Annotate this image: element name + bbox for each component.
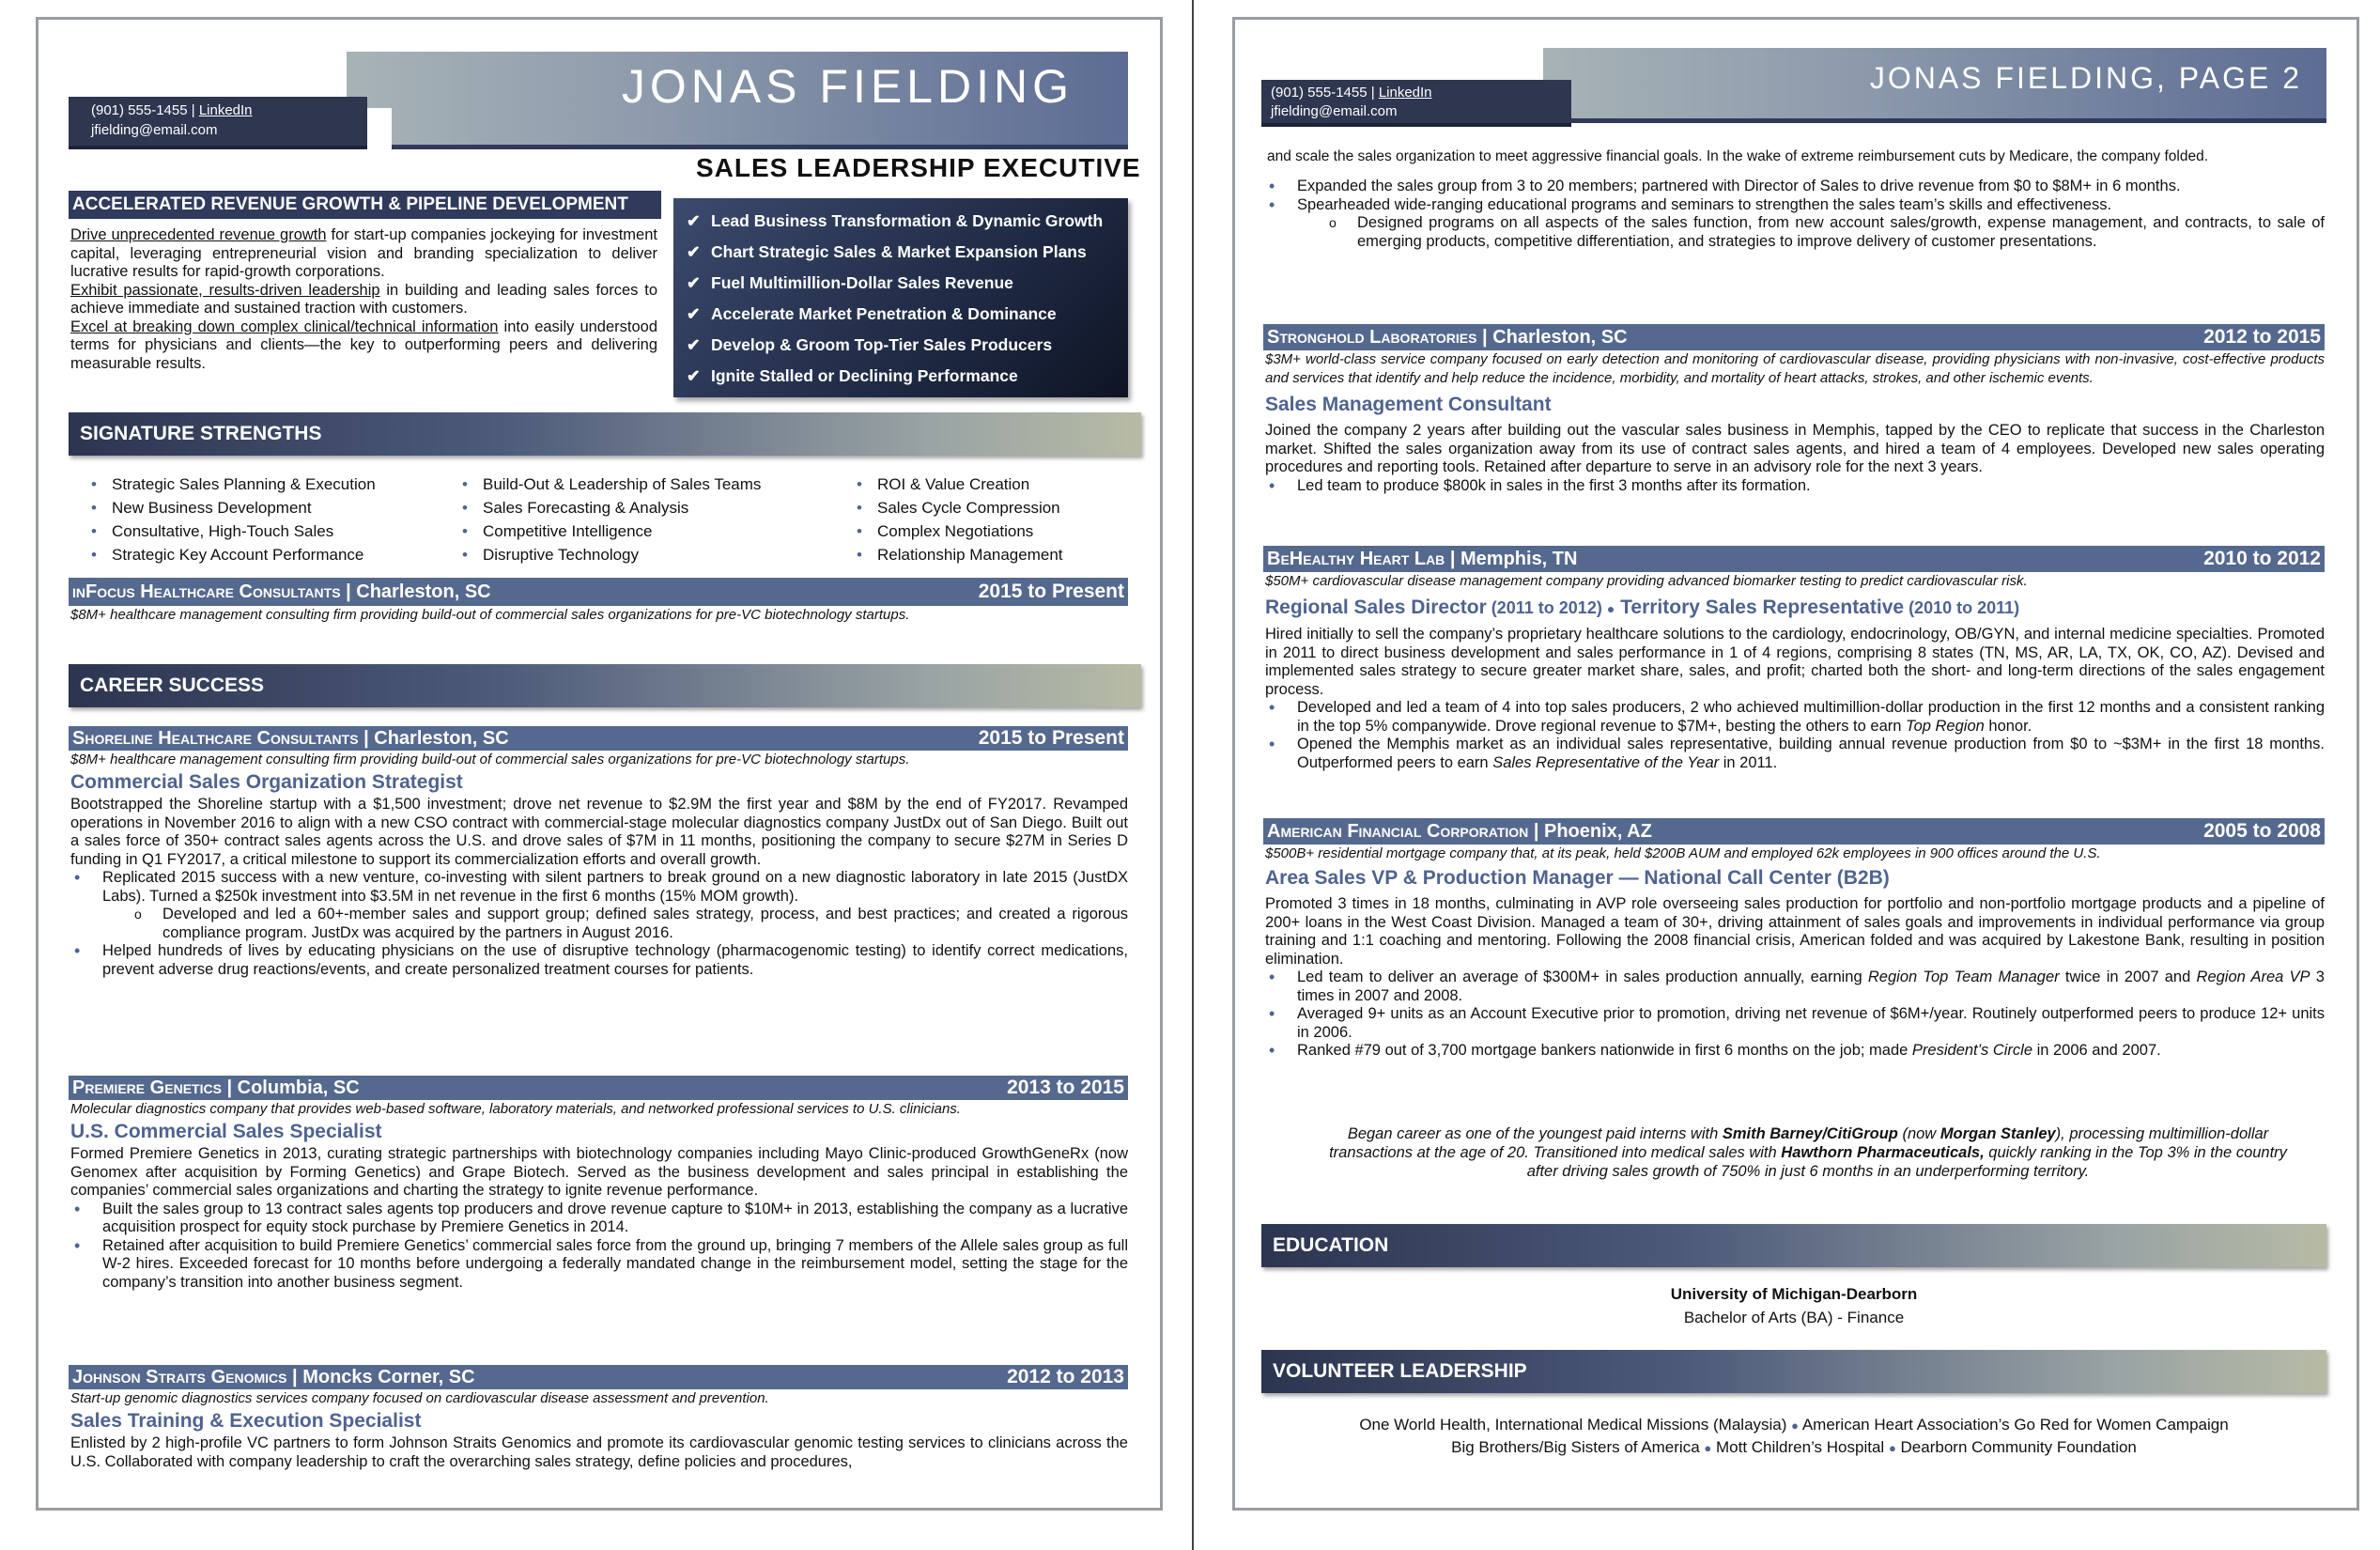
intro-rest: into easily understood terms for physicians and clients—the key to outperforming peers and delivering measurable results. <box>70 318 658 372</box>
strength-item: • New Business Development <box>69 496 440 519</box>
volunteer-item: Big Brothers/Big Sisters of America <box>1451 1438 1700 1456</box>
linkedin-link[interactable]: LinkedIn <box>1378 85 1432 101</box>
achievement-item: • Built the sales group to 13 contract sales agents top producers and drove revenue capture to $10M+ in 2013, establishing the company as a lucrative acquisition prospect for equity stock purchase by Premiere Genetics in 2014. <box>69 1201 1128 1237</box>
highlight-text: Accelerate Market Penetration & Dominance <box>711 304 1057 323</box>
company-name: American Financial Corporation <box>1267 821 1529 842</box>
highlights-box <box>673 198 1128 397</box>
achievement-text: Developed and led a team of 4 into top sales producers, 2 who achieved multimillion-dollar production in the first 12 months and a consistent ranking in the top 5% companywide. Drove regional revenue to $7M+, besting the others to earn <box>1297 699 2325 735</box>
achievement-text: in 2011. <box>1719 753 1778 771</box>
contact-separator: | <box>1367 85 1379 101</box>
volunteer-line <box>1261 1414 2326 1436</box>
contact-block <box>69 97 367 149</box>
achievement-text: in 2006 and 2007. <box>2032 1042 2161 1059</box>
job-johnson <box>69 1365 1128 1471</box>
early-text: ), processing multimillion-dollar transactions at the age of 20. Transitioned into medical sales with <box>1329 1125 2269 1161</box>
phone: (901) 555-1455 <box>91 102 188 118</box>
achievement-text: Opened the Memphis market as an individual sales representative, building annual revenue production from $0 to ~$3M+ in the first 18 months. Outperformed peers to earn <box>1297 736 2325 771</box>
volunteer-item: American Heart Association’s Go Red for Women Campaign <box>1801 1416 2229 1434</box>
company-bar <box>1263 818 2325 845</box>
achievement-item: • Expanded the sales group from 3 to 20 members; partnered with Director of Sales to drive revenue from $0 to $8M+ in 6 months. <box>1263 178 2325 196</box>
achievement-list <box>1263 969 2325 1061</box>
company-bar <box>1263 546 2325 572</box>
company-description: $500B+ residential mortgage company that, at its peak, held $200B AUM and employed 62k employees in 900 offices around the U.S. <box>1265 845 2101 861</box>
intro-para <box>70 282 657 318</box>
sub-achievement-list <box>1263 214 2325 251</box>
highlight-text: Develop & Groom Top-Tier Sales Producers <box>711 335 1053 354</box>
job-behealthy <box>1263 546 2325 772</box>
highlight-item <box>673 299 1128 330</box>
achievement-text: Led team to deliver an average of $300M+ in sales production annually, earning <box>1297 969 1868 985</box>
job-dates: 2013 to 2015 <box>1007 1077 1124 1098</box>
role-title: U.S. Commercial Sales Specialist <box>70 1121 382 1142</box>
strengths-header: SIGNATURE STRENGTHS <box>69 412 1141 456</box>
role-separator: ● <box>1606 601 1615 616</box>
company-name: Shoreline Healthcare Consultants <box>72 728 359 749</box>
role-title: Sales Management Consultant <box>1265 394 1552 415</box>
contact-separator: | <box>187 102 199 118</box>
company-description: $8M+ healthcare management consulting firm providing build-out of commercial sales organizations for pre-VC biotechnology startups. <box>70 607 910 623</box>
intro-rest: in building and leading sales forces to achieve immediate and sustained traction with customers. <box>70 281 657 317</box>
company-location: | Memphis, TN <box>1445 549 1578 569</box>
achievement-list <box>69 869 1128 906</box>
linkedin-link[interactable]: LinkedIn <box>198 102 253 118</box>
strength-item: • Strategic Key Account Performance <box>69 543 440 566</box>
highlight-item <box>673 361 1128 392</box>
early-career-note <box>1291 1124 2325 1181</box>
job-shoreline <box>69 726 1128 979</box>
job-premiere <box>69 1076 1128 1292</box>
school-name: University of Michigan-Dearborn <box>1670 1285 1918 1303</box>
company-location: | Charleston, SC <box>340 581 491 602</box>
achievement-item: • Retained after acquisition to build Premiere Genetics’ commercial sales force from the ground up, bringing 7 members of the Allele sales group as full W-2 hires. Exceeded forecast for 10 months before undergoing a federally mandated change in the reimbursement model, setting the stage for the company’s transition into another business segment. <box>69 1237 1128 1293</box>
resume-page-1 <box>36 17 1163 1511</box>
strength-item: • Consultative, High-Touch Sales <box>69 519 440 543</box>
intro-lead: Drive unprecedented revenue growth <box>70 226 327 243</box>
bullet-separator: ● <box>1791 1418 1800 1433</box>
intro-lead: Exhibit passionate, results-driven leadership <box>70 281 380 299</box>
achievement-item: • Spearheaded wide-ranging educational programs and seminars to strengthen the sales team’s skills and effectiveness. <box>1263 196 2325 215</box>
achievement-item: • Led team to produce $800k in sales in the first 3 months after its formation. <box>1263 477 2325 496</box>
achievement-list <box>1263 699 2325 772</box>
volunteer-item: One World Health, International Medical Missions (Malaysia) <box>1359 1416 1787 1434</box>
strength-item: • Build-Out & Leadership of Sales Teams <box>440 473 834 496</box>
company-location: | Charleston, SC <box>358 728 509 749</box>
role-title-b: Territory Sales Representative <box>1615 597 1905 618</box>
company-location: | Moncks Corner, SC <box>286 1367 475 1387</box>
intro-text <box>70 226 657 373</box>
role-summary: Enlisted by 2 high-profile VC partners to form Johnson Straits Genomics and promote its cardiovascular genomic testing services to clinicians across the U.S. Collaborated with company leadership to craft the overarching sales strategy, define policies and procedures, <box>70 1434 1128 1470</box>
strengths-grid <box>69 473 1128 566</box>
company-description: Start-up genomic diagnostics services company focused on cardiovascular disease assessment and prevention. <box>70 1390 769 1406</box>
achievement-list <box>1263 477 2325 496</box>
sub-achievement-list <box>69 906 1128 942</box>
continued-section <box>1263 147 2325 251</box>
role-summary: Formed Premiere Genetics in 2013, curating strategic partnerships with biotechnology companies including Mayo Clinic-produced GrowthGeneRx (now Genomex after acquisition by Forming Genetics) and Grape Biotech. Served as the business development and sales principal in establishing the companies’ commercial sales organizations and charting the strategy to ignite revenue performance. <box>70 1145 1128 1199</box>
strength-item: • Sales Forecasting & Analysis <box>440 496 834 519</box>
bullet-separator: ● <box>1888 1441 1896 1455</box>
job-dates: 2015 to Present <box>978 581 1124 602</box>
highlight-text: Lead Business Transformation & Dynamic Growth <box>711 211 1104 230</box>
highlight-text: Fuel Multimillion-Dollar Sales Revenue <box>711 273 1013 292</box>
highlight-item <box>673 206 1128 237</box>
check-icon: ✔ <box>687 335 701 354</box>
resume-page-2 <box>1232 17 2359 1511</box>
company-description: Molecular diagnostics company that provides web-based software, laboratory materials, and networked professional services to U.S. clinicians. <box>70 1101 961 1117</box>
achievement-item: • Helped hundreds of lives by educating physicians on the use of disruptive technology (pharmacogenomic testing) to identify correct medications, prevent adverse drug reactions/events, and create personalized treatment courses for patients. <box>69 942 1128 979</box>
candidate-name-page2: JONAS FIELDING, PAGE 2 <box>1869 61 2302 95</box>
early-text: quickly ranking in the Top 3% in the country after driving sales growth of 750% in just 6 months in an underperforming territory. <box>1526 1144 2287 1180</box>
award-name: Sales Representative of the Year <box>1492 753 1720 771</box>
company-bar <box>1263 324 2325 350</box>
intro-para <box>70 226 657 282</box>
job-dates: 2010 to 2012 <box>2203 548 2321 569</box>
company-bar <box>69 1076 1128 1100</box>
role-summary: Bootstrapped the Shoreline startup with a $1,500 investment; drove net revenue to $2.9M the first year and $8M by the end of FY2017. Revamped operations in November 2016 to align with a new CSO contract with commercial-stage molecular diagnostics company JustDx out of San Diego. Built out a sales force of 350+ contract sales agents across the U.S. and drove sales of $7M in 11 months, positioning the company to secure $27M in Series D funding in Q1 FY2017, a critical milestone to support its commercialization efforts and overall growth. <box>70 796 1128 868</box>
company-location: | Columbia, SC <box>221 1077 360 1098</box>
sub-achievement-item: o Designed programs on all aspects of the sales function, from new account sales/growth, expense management, and contracts, to sale of emerging products, competitive differentiation, and strategies to improve delivery of customer presentations. <box>1263 214 2325 251</box>
strength-item: • Relationship Management <box>834 543 1128 566</box>
strength-item: • Complex Negotiations <box>834 519 1128 543</box>
check-icon: ✔ <box>687 211 701 230</box>
highlight-item <box>673 237 1128 268</box>
achievement-item <box>1263 699 2325 736</box>
education-header: EDUCATION <box>1261 1224 2326 1267</box>
role-title: Commercial Sales Organization Strategist <box>70 771 463 793</box>
company-location: | Phoenix, AZ <box>1528 821 1652 842</box>
company-description: $50M+ cardiovascular disease management company providing advanced biomarker testing to predict cardiovascular risk. <box>1265 573 2028 589</box>
award-name: Region Area VP <box>2196 969 2310 985</box>
check-icon: ✔ <box>687 304 701 323</box>
achievement-text: honor. <box>1984 717 2032 735</box>
company-bar <box>69 578 1128 606</box>
role-summary: Promoted 3 times in 18 months, culminating in AVP role overseeing sales production for portfolio and non-portfolio mortgage products and a pipeline of 200+ loans in the West Coast Division. Managed a team of 30+, driving attainment of sales goals and improvements in individual performance via group training and 1:1 coaching and mentoring. Following the 2008 financial crisis, American folded and was acquired by Lakestone Bank, resulting in position elimination. <box>1265 895 2325 968</box>
company-name: Premiere Genetics <box>72 1077 222 1098</box>
role-title <box>1263 595 2325 622</box>
role-summary: Hired initially to sell the company’s proprietary healthcare solutions to the cardiology, endocrinology, OB/GYN, and internal medicine specialties. Promoted in 2011 to direct business development and sales performance in 1 of 4 regions, comprising 8 states (TN, MS, AR, LA, TX, OK, CO, AZ). Devised and implemented sales strategy to secure greater market share, sales, and profit; charted both the short- and long-term directions of the sales engagement process. <box>1265 626 2325 698</box>
achievement-item <box>1263 1042 2325 1061</box>
early-employer: Morgan Stanley <box>1940 1125 2056 1142</box>
award-name: President’s Circle <box>1911 1042 2032 1059</box>
company-bar <box>69 726 1128 751</box>
volunteer-block <box>1261 1414 2326 1459</box>
achievement-item: • Averaged 9+ units as an Account Executive prior to promotion, driving net revenue of $6M+/year. Routinely outperformed peers to produce 12+ units in 2006. <box>1263 1005 2325 1042</box>
company-bar <box>69 1365 1128 1389</box>
volunteer-item: Mott Children’s Hospital <box>1715 1438 1885 1456</box>
candidate-name: JONAS FIELDING <box>621 60 1074 113</box>
company-location: | Charleston, SC <box>1476 327 1628 348</box>
early-text: (now <box>1897 1125 1940 1142</box>
strength-item: • Strategic Sales Planning & Execution <box>69 473 440 496</box>
degree: Bachelor of Arts (BA) - Finance <box>1683 1309 1905 1326</box>
intro-lead: Excel at breaking down complex clinical/technical information <box>70 318 499 335</box>
check-icon: ✔ <box>687 273 701 292</box>
sub-achievement-item: o Developed and led a 60+-member sales and support group; defined sales strategy, process, and best practices; and created a rigorous compliance program. JustDx was acquired by the partners in August 2016. <box>69 906 1128 942</box>
highlight-text: Ignite Stalled or Declining Performance <box>711 366 1018 385</box>
achievement-text: Ranked #79 out of 3,700 mortgage bankers nationwide in first 6 months on the job; made <box>1297 1042 1912 1059</box>
achievement-list <box>69 1201 1128 1293</box>
check-icon: ✔ <box>687 366 701 385</box>
strength-item: • ROI & Value Creation <box>834 473 1128 496</box>
infocus-section <box>69 578 1128 625</box>
intro-header: ACCELERATED REVENUE GROWTH & PIPELINE DEVELOPMENT <box>69 191 661 219</box>
award-name: Region Top Team Manager <box>1867 969 2060 985</box>
achievement-item <box>1263 736 2325 772</box>
achievement-list <box>69 942 1128 979</box>
job-american-financial <box>1263 818 2325 1061</box>
early-employer: Hawthorn Pharmaceuticals, <box>1781 1144 1985 1161</box>
achievement-text: 3 times in 2007 and 2008. <box>1297 969 2325 1004</box>
job-dates: 2005 to 2008 <box>2203 820 2321 842</box>
page-divider <box>1192 0 1194 1550</box>
education-block <box>1261 1282 2326 1329</box>
email-link[interactable]: jfielding@email.com <box>91 122 218 138</box>
volunteer-item: Dearborn Community Foundation <box>1900 1438 2137 1456</box>
achievement-item: • Replicated 2015 success with a new venture, co-investing with silent partners to break ground on a new diagnostic laboratory in late 2015 (JustDX Labs). Turned a $250k investment into $3.5M in net revenue in the first 6 months (15% MOM growth). <box>69 869 1128 906</box>
career-header: CAREER SUCCESS <box>69 664 1141 707</box>
strength-item: • Sales Cycle Compression <box>834 496 1128 519</box>
early-employer: Smith Barney/CitiGroup <box>1722 1125 1898 1142</box>
achievement-text: twice in 2007 and <box>2059 969 2197 985</box>
company-name: Johnson Straits Genomics <box>72 1367 287 1387</box>
role-title: Sales Training & Execution Specialist <box>70 1410 422 1432</box>
headline-title: SALES LEADERSHIP EXECUTIVE <box>696 153 1141 182</box>
bullet-separator: ● <box>1704 1441 1712 1455</box>
highlight-text: Chart Strategic Sales & Market Expansion Plans <box>711 242 1087 261</box>
job-dates: 2015 to Present <box>978 727 1124 749</box>
role-summary: Joined the company 2 years after building out the vascular sales business in Memphis, tapped by the CEO to replicate that success in the Charleston market. Shifted the sales organization away from its use of contract sales agents, and hired a team of 4 employees. Developed new sales operating procedures and reporting tools. Retained after departure to serve in an advisory role for the next 3 years. <box>1265 422 2325 475</box>
role-title: Area Sales VP & Production Manager — National Call Center (B2B) <box>1265 867 1890 889</box>
company-name: inFocus Healthcare Consultants <box>72 581 341 602</box>
email-link[interactable]: jfielding@email.com <box>1271 103 1398 119</box>
company-description: $3M+ world-class service company focused on early detection and monitoring of cardiovascular disease, providing physicians with non-invasive, cost-effective products and services that identify and help reduce the incidence, morbidity, and mortality of heart attacks, strokes, and other ischemic events. <box>1265 351 2325 386</box>
job-dates: 2012 to 2015 <box>2203 326 2321 348</box>
job-stronghold <box>1263 324 2325 495</box>
role-title-a: Regional Sales Director <box>1265 597 1487 618</box>
achievement-item <box>1263 969 2325 1005</box>
strength-item: • Disruptive Technology <box>440 543 834 566</box>
check-icon: ✔ <box>687 242 701 261</box>
award-name: Top Region <box>1906 717 1985 735</box>
achievement-list <box>1263 178 2325 214</box>
intro-para <box>70 318 657 374</box>
job-dates: 2012 to 2013 <box>1007 1366 1124 1387</box>
highlight-item <box>673 268 1128 299</box>
contact-block <box>1261 80 1571 127</box>
highlight-item <box>673 330 1128 361</box>
volunteer-header: VOLUNTEER LEADERSHIP <box>1261 1350 2326 1393</box>
phone: (901) 555-1455 <box>1271 85 1368 101</box>
company-name: BeHealthy Heart Lab <box>1267 549 1445 569</box>
role-dates-b: (2010 to 2011) <box>1904 598 2020 617</box>
early-text: Began career as one of the youngest paid interns with <box>1347 1125 1723 1142</box>
intro-rest: for start-up companies jockeying for investment capital, leveraging entrepreneurial vision and branding specialization to deliver lucrative results for rapid-growth corporations. <box>70 226 657 280</box>
company-description: $8M+ healthcare management consulting firm providing build-out of commercial sales organizations for pre-VC biotechnology startups. <box>70 752 910 767</box>
continued-text: and scale the sales organization to meet aggressive financial goals. In the wake of extreme reimbursement cuts by Medicare, the company folded. <box>1267 148 2209 164</box>
strength-item: • Competitive Intelligence <box>440 519 834 543</box>
role-dates-a: (2011 to 2012) <box>1486 598 1607 617</box>
company-name: Stronghold Laboratories <box>1267 327 1477 348</box>
volunteer-line <box>1261 1436 2326 1459</box>
